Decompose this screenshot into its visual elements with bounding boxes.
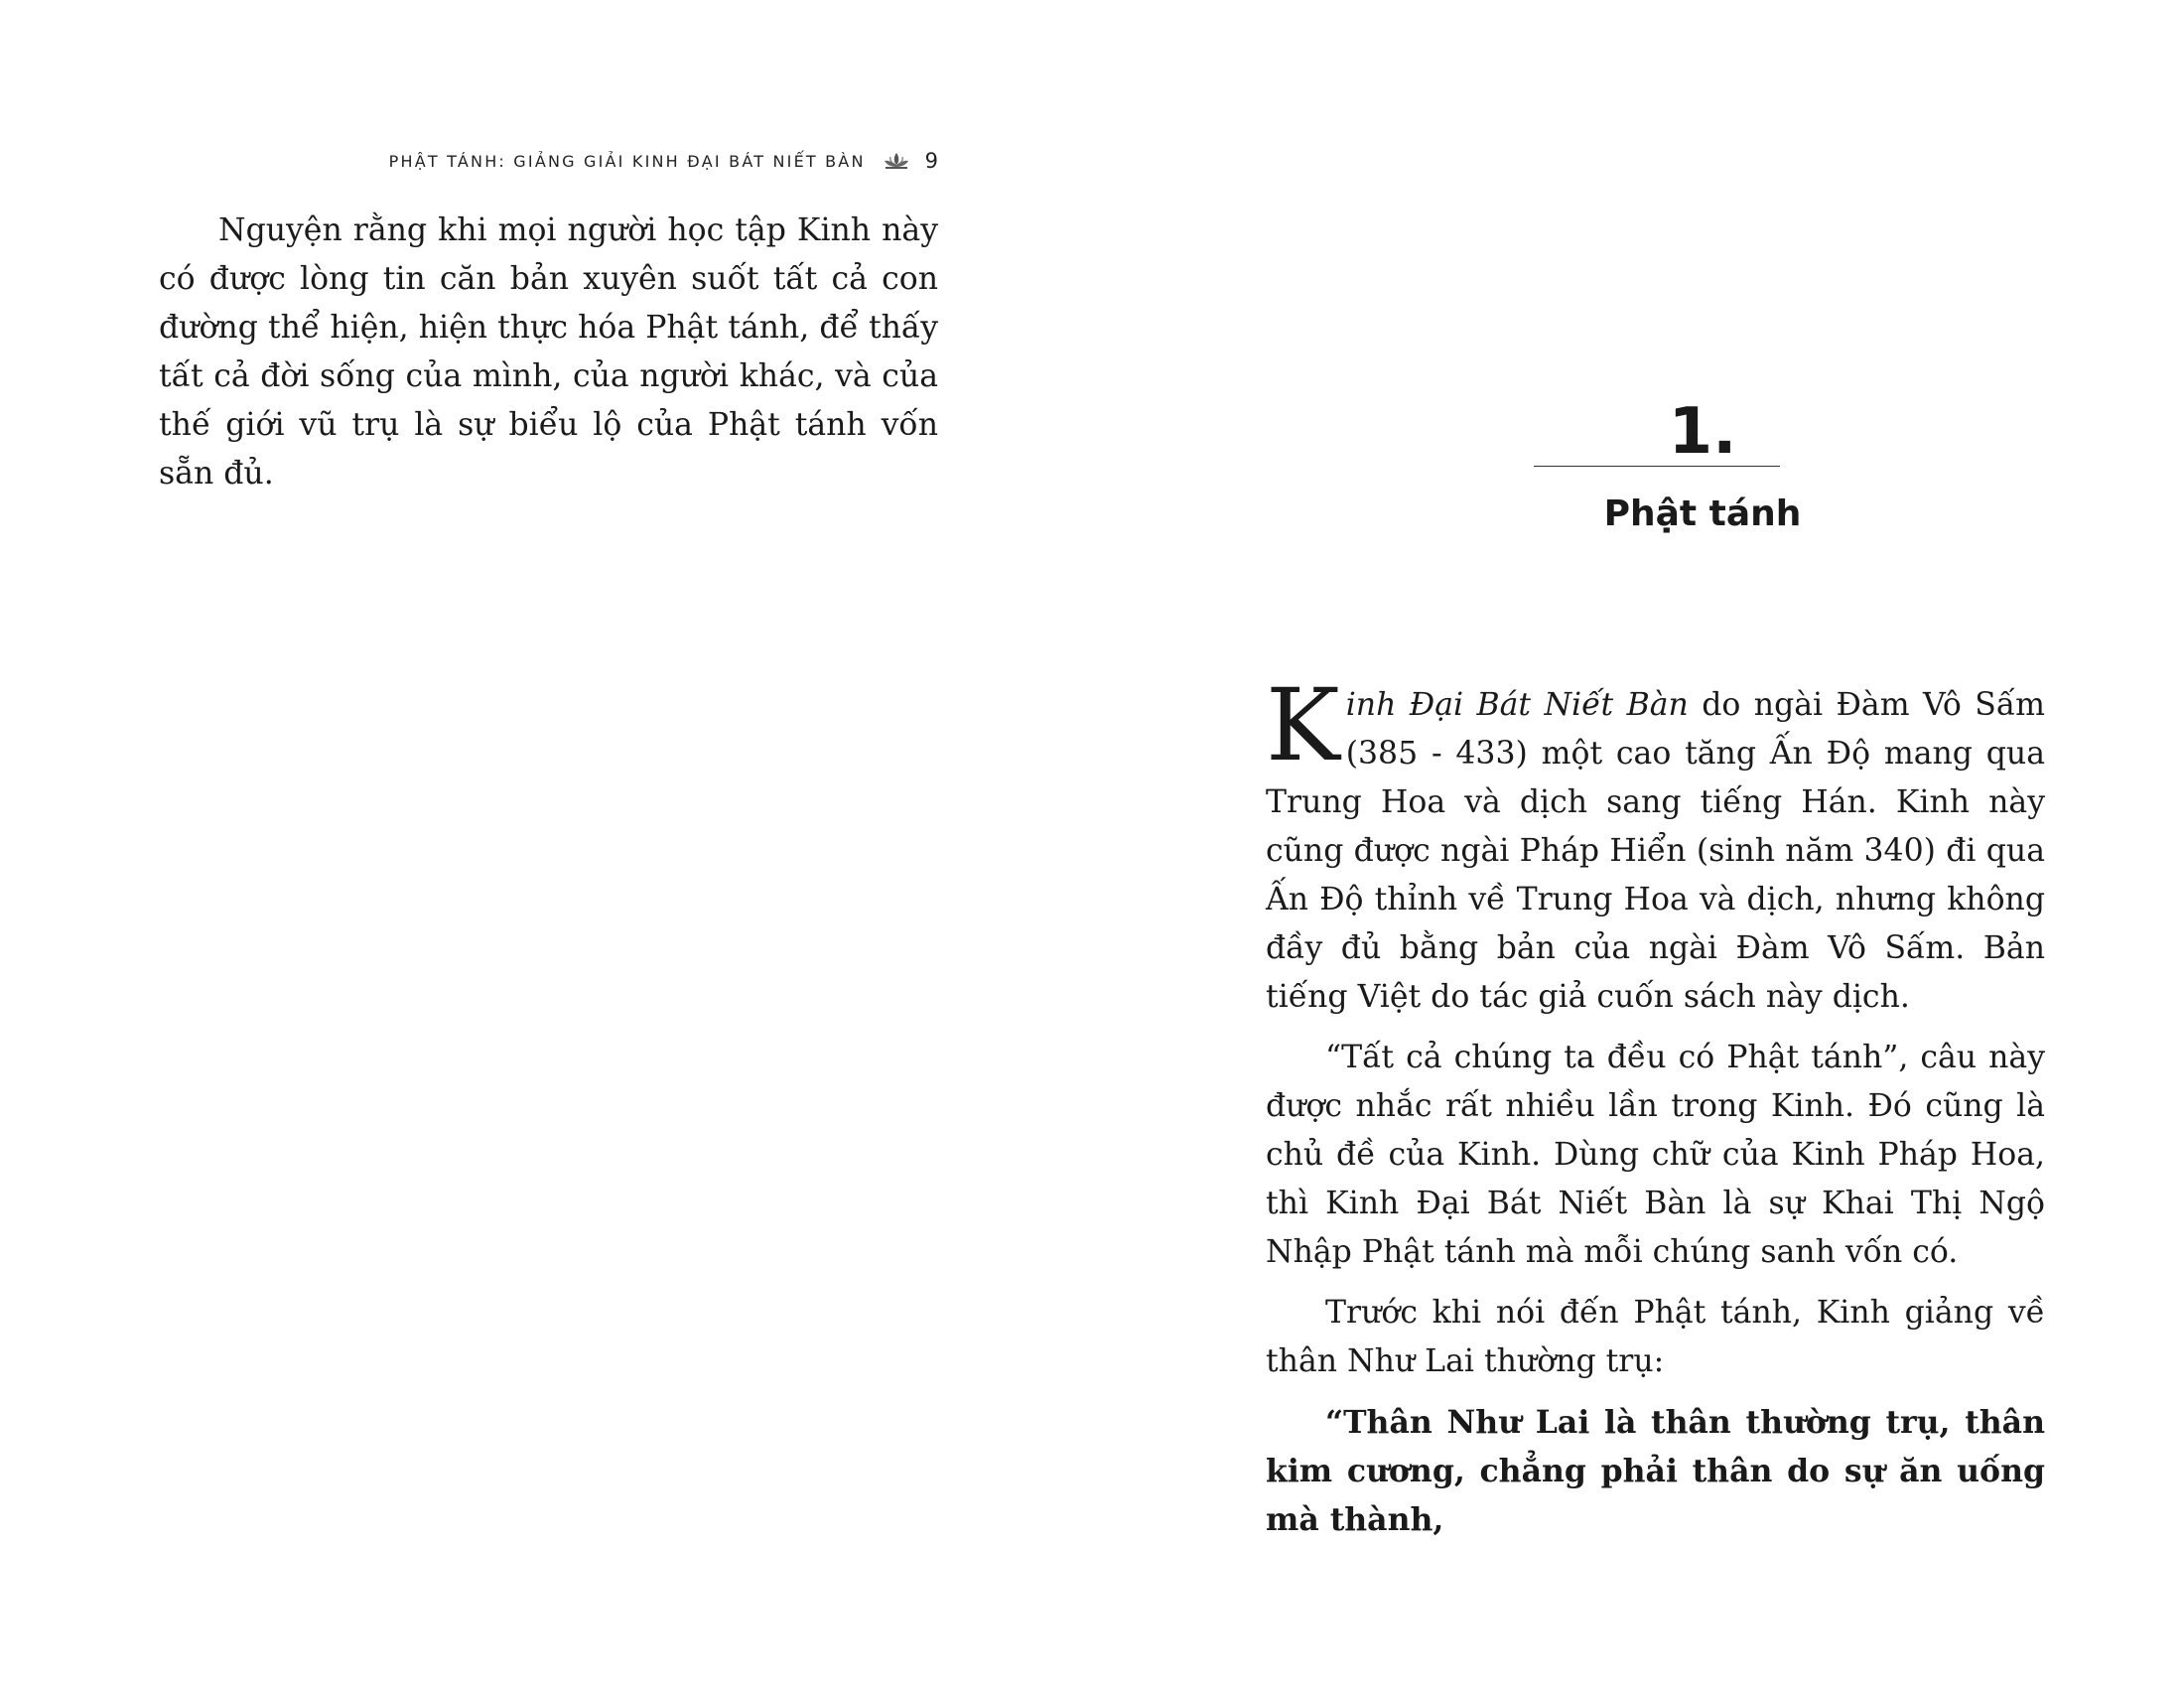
right-page [1092,0,2184,1688]
transition-paragraph: Trước khi nói đến Phật tánh, Kinh giảng về thân Như Lai thường trụ: [1266,1295,2045,1379]
sutra-title-italic: inh Đại Bát Niết Bàn [1345,687,1689,723]
drop-cap: K [1266,667,1340,783]
running-title: PHẬT TÁNH: GIẢNG GIẢI KINH ĐẠI BÁT NIẾT BÀN [388,151,866,171]
chapter-title: Phật tánh [1603,493,1802,534]
intro-paragraph [1266,667,2045,1022]
chapter-number: 1. [1668,395,1737,469]
running-header [159,149,938,173]
sutra-quote: “Thân Như Lai là thân thường trụ, thân kim cương, chẳng phải thân do sự ăn uống mà thành, [1266,1404,2045,1538]
closing-paragraph: Nguyện rằng khi mọi người học tập Kinh này có được lòng tin căn bản xuyên suốt tất cả con đường thể hiện, hiện thực hóa Phật tánh, để thấy tất cả đời sống của mình, của người khác, và của thế giới vũ trụ là sự biểu lộ của Phật tánh vốn sẵn đủ. [159,212,938,492]
theme-paragraph: “Tất cả chúng ta đều có Phật tánh”, câu này được nhắc rất nhiều lần trong Kinh. Đó cũng là chủ đề của Kinh. Dùng chữ của Kinh Pháp Hoa, thì Kinh Đại Bát Niết Bàn là sự Khai Thị Ngộ Nhập Phật tánh mà mỗi chúng sanh vốn có. [1266,1040,2045,1270]
intro-paragraph-text: do ngài Đàm Vô Sấm (385 - 433) một cao tăng Ấn Độ mang qua Trung Hoa và dịch sang tiếng Hán. Kinh này cũng được ngài Pháp Hiển (sinh năm 340) đi qua Ấn Độ thỉnh về Trung Hoa và dịch, nhưng không đầy đủ bằng bản của ngài Đàm Vô Sấm. Bản tiếng Việt do tác giả cuốn sách này dịch. [1266,687,2045,1015]
page-number: 9 [924,149,938,173]
lotus-ornament-icon [882,151,911,171]
chapter-divider [1534,466,1780,467]
chapter-body [1266,667,2045,1556]
